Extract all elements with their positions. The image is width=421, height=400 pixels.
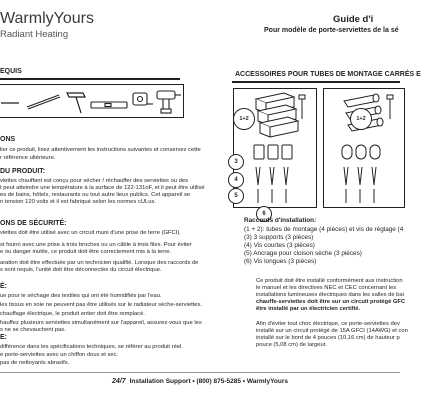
raccords-item-5: (6) Vis longues (3 pièces) <box>244 258 317 265</box>
long-screw-icon <box>258 189 286 203</box>
guide-subtitle: Pour modèle de porte-serviettes de la sé <box>264 27 399 34</box>
usage-line-1: ue pour le séchage des textiles qui ont été humidifiés par l'eau. <box>0 293 162 299</box>
tools-illustration <box>0 85 183 117</box>
bracket-icon <box>254 145 292 159</box>
circuit-line-4: pouce (5,08 cm) de largeur. <box>256 342 327 348</box>
precautions-line-2: r référence ultérieure. <box>0 155 56 161</box>
safety-line-1: viettes doit être utilisé avec un circuit muni d'une prise de terre (GFCI). <box>0 230 181 236</box>
callout-1-2-right: 1+2 <box>350 108 372 130</box>
footer-rule <box>0 372 400 373</box>
callout-5: 5 <box>228 188 244 204</box>
circuit-line-3: installé sur le bord de 4 pouces (10,16 cm) de hauteur p <box>256 335 400 341</box>
notice-bold-line-1: chauffe-serviettes doit être sur un circuit protégé GFC <box>256 299 406 305</box>
raccords-item-2: (3) 3 supports (3 pièces) <box>244 234 314 241</box>
safety-line-5: s sont requis, l'unité doit être déconnectée du circuit électrique. <box>0 267 162 273</box>
usage-line-5: s ne se chevauchent pas. <box>0 327 66 333</box>
accessories-heading: ACCESSOIRES POUR TUBES DE MONTAGE CARRÉS E <box>235 71 421 78</box>
anchor-icon <box>344 167 376 185</box>
usage-line-3: chauffage électrique, le produit entier doit être remplacé. <box>0 311 145 317</box>
drill-bit-icon <box>27 95 60 109</box>
raccords-item-1: (1 + 2): tubes de montage (4 pièces) et vis de réglage (4 <box>244 226 404 233</box>
brand-logo: WarmlyYours <box>0 10 94 27</box>
bracket-icon <box>342 145 380 159</box>
set-screw-icon <box>387 95 393 119</box>
notice-line-3: installations lumineuses électriques dans les salles de bai <box>256 292 404 298</box>
level-icon <box>91 102 127 108</box>
safety-line-3: e ou danger inutile, ce produit doit être correctement mis à la terre. <box>0 249 172 255</box>
hammer-icon <box>67 93 85 113</box>
product-line-3: es de bains, hôtels, restaurants ou tout autre lieux publics. Cet appareil se <box>0 192 191 198</box>
tools-box <box>0 84 184 118</box>
callout-6: 6 <box>256 206 272 222</box>
callout-3: 3 <box>228 154 244 170</box>
maintenance-heading: E: <box>0 334 7 341</box>
long-screw-icon <box>346 189 374 203</box>
circuit-line-2: installé sur un circuit protégé de 15A GFCI (14AWG) et con <box>256 328 408 334</box>
round-tubes-illustration <box>324 89 404 207</box>
maintenance-line-1: différence dans les spécifications techniques, se référer au produit réel. <box>0 344 183 350</box>
anchor-icon <box>256 167 288 185</box>
product-line-2: t peut atteindre une température à la surface de 122-131oF, et il peut être utilisé <box>0 185 205 191</box>
usage-line-2: les tissus en soie ne peuvent pas être utilisés sur le radiateur sèche-serviettes. <box>0 302 203 308</box>
notice-line-2: le manuel et les directives NEC et CEC concernant les <box>256 285 397 291</box>
square-tube-icon <box>256 93 298 137</box>
guide-title: Guide d'i <box>333 14 374 25</box>
set-screw-icon <box>299 95 305 119</box>
precautions-heading: ONS <box>0 136 16 143</box>
safety-heading: ONS DE SÉCURITÉ: <box>0 220 67 227</box>
usage-line-4: hauffez plusieurs serviettes simultanément sur l'appareil, assurez-vous que les <box>0 320 202 326</box>
usage-heading: É: <box>0 283 7 290</box>
callout-4: 4 <box>228 172 244 188</box>
tools-rule <box>0 78 180 80</box>
accessory-panel-round-tubes <box>323 88 405 208</box>
square-tubes-illustration <box>234 89 316 207</box>
accessories-rule <box>232 81 400 83</box>
accessory-panel-square-tubes <box>233 88 317 208</box>
footer <box>0 378 400 385</box>
product-heading: DU PRODUIT: <box>0 168 46 175</box>
circuit-line-1: Afin d'éviter tout choc électrique, ce porte-serviettes dev <box>256 321 400 327</box>
precautions-line-1: lier ce produit, lisez attentivement les instructions suivantes et conservez cette <box>0 147 201 153</box>
callout-1-2-left: 1+2 <box>233 108 255 130</box>
safety-line-4: aration doit être effectuée par un technicien qualifié. Lorsque des raccords de <box>0 260 199 266</box>
product-line-1: viettes chauffant est conçu pour sécher / réchauffer des serviettes ou des <box>0 178 188 184</box>
safety-line-2: st fourni avec une prise à trois broches ou un câble à trois files. Pour éviter <box>0 242 192 248</box>
notice-bold-line-2: être installé par un électricien certifié. <box>256 306 361 312</box>
raccords-item-4: (5) Ancrage pour cloison sèche (3 pièces) <box>244 250 362 257</box>
power-drill-icon <box>157 91 181 113</box>
raccords-item-3: (4) Vis courtes (3 pièces) <box>244 242 315 249</box>
brand-tagline: Radiant Heating <box>0 29 69 40</box>
raccords-title: Raccords d'installation: <box>244 217 317 224</box>
footer-support-text: Installation Support • (800) 875-5285 • WarmlyYours <box>129 378 289 385</box>
maintenance-line-2: e porte-serviettes avec un chiffon doux et sec. <box>0 352 119 358</box>
support-hours-badge: 24/7 <box>111 378 126 385</box>
tape-measure-icon <box>133 93 153 105</box>
maintenance-line-3: pas de nettoyants abrasifs. <box>0 360 70 366</box>
product-line-4: n tension 120 volts et il est fabriqué selon les normes cULus. <box>0 199 156 205</box>
notice-line-1: Ce produit doit être installé conformément aux instruction <box>256 278 403 284</box>
tools-heading: EQUIS <box>0 68 22 75</box>
